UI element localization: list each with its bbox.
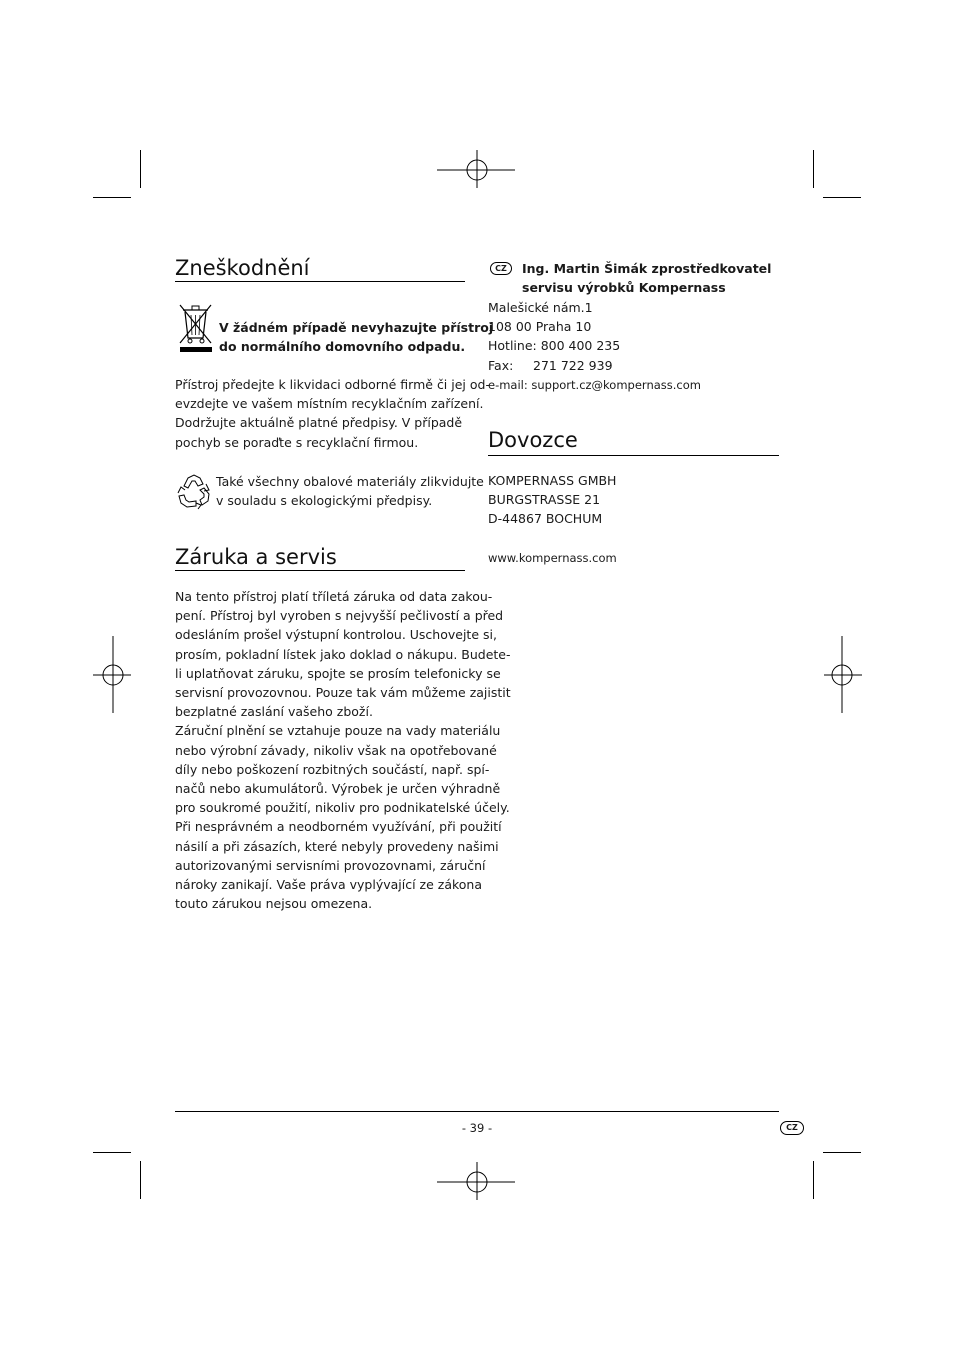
disposal-heading-rule — [175, 281, 465, 282]
importer-website: www.kompernass.com — [488, 551, 617, 565]
service-city: 108 00 Praha 10 — [488, 319, 592, 335]
registration-mark-right — [822, 636, 862, 714]
importer-heading-rule — [488, 455, 779, 456]
service-hotline: Hotline: 800 400 235 — [488, 338, 621, 354]
importer-address: KOMPERNASS GMBH BURGSTRASSE 21 D-44867 BOCHUM — [488, 473, 617, 527]
crossed-bin-icon — [178, 303, 214, 353]
packaging-note: Také všechny obalové materiály zlikvidujte v souladu s ekologickými předpisy. — [216, 474, 484, 509]
service-address — [488, 298, 620, 375]
disposal-paragraph: Přístroj předejte k likvidaci odborné firmě či jej od- evzdejte ve vašem místním recyklačním zařízení. Dodržujte aktuálně platné předpisy. V případě pochyb se poraďte s recyklační firmou. — [175, 377, 490, 450]
disposal-warning: V žádném případě nevyhazujte přístroj do normálního domovního odpadu. — [219, 320, 494, 355]
warranty-paragraph: Na tento přístroj platí tříletá záruka od data zakou- pení. Přístroj byl vyroben s nejvyšší pečlivostí a před odesláním prošel výstupní kontrolou. Uschovejte si, prosím, pokladní lístek jako doklad o nákupu. Budete- li uplatňovat záruku, spojte se prosím telefonicky se servisní provozovnou. Pouze tak vám můžeme zajistit bezplatné zaslání vašeho zboží. Záruční plnění se vztahuje pouze na vady materiálu nebo výrobní závady, nikoliv však na opotřebované díly nebo poškození rozbitných součástí, např. spí- načů nebo akumulátorů. Výrobek je určen výhradně pro soukromé použití, nikoliv pro podnikatelské účely. Při nesprávném a neodborném využívání, při použití násilí a při zásazích, které nebyly provedeny našimi autorizovanými servisními provozovnami, záruční nároky zanikají. Vaše práva vyplývající ze zákona touto zárukou nejsou omezena. — [175, 589, 511, 912]
importer-heading: Dovozce — [488, 428, 578, 452]
service-email: e-mail: support.cz@kompernass.com — [488, 378, 701, 392]
warranty-heading: Záruka a servis — [175, 545, 337, 569]
service-street: Malešické nám.1 — [488, 300, 593, 315]
disposal-heading: Zneškodnění — [175, 256, 310, 280]
footer-country-badge: CZ — [780, 1121, 804, 1135]
registration-mark-bottom — [437, 1162, 517, 1202]
service-name: Ing. Martin Šimák zprostředkovatel servisu výrobků Kompernass — [522, 261, 772, 296]
country-badge: CZ — [490, 262, 512, 275]
service-fax: Fax: 271 722 939 — [488, 357, 613, 373]
warranty-heading-rule — [175, 570, 465, 571]
registration-mark-left — [93, 636, 133, 714]
registration-mark-top — [437, 150, 517, 190]
recycling-icon — [175, 474, 213, 510]
footer-rule — [175, 1111, 779, 1112]
page-number: - 39 - — [461, 1121, 493, 1135]
